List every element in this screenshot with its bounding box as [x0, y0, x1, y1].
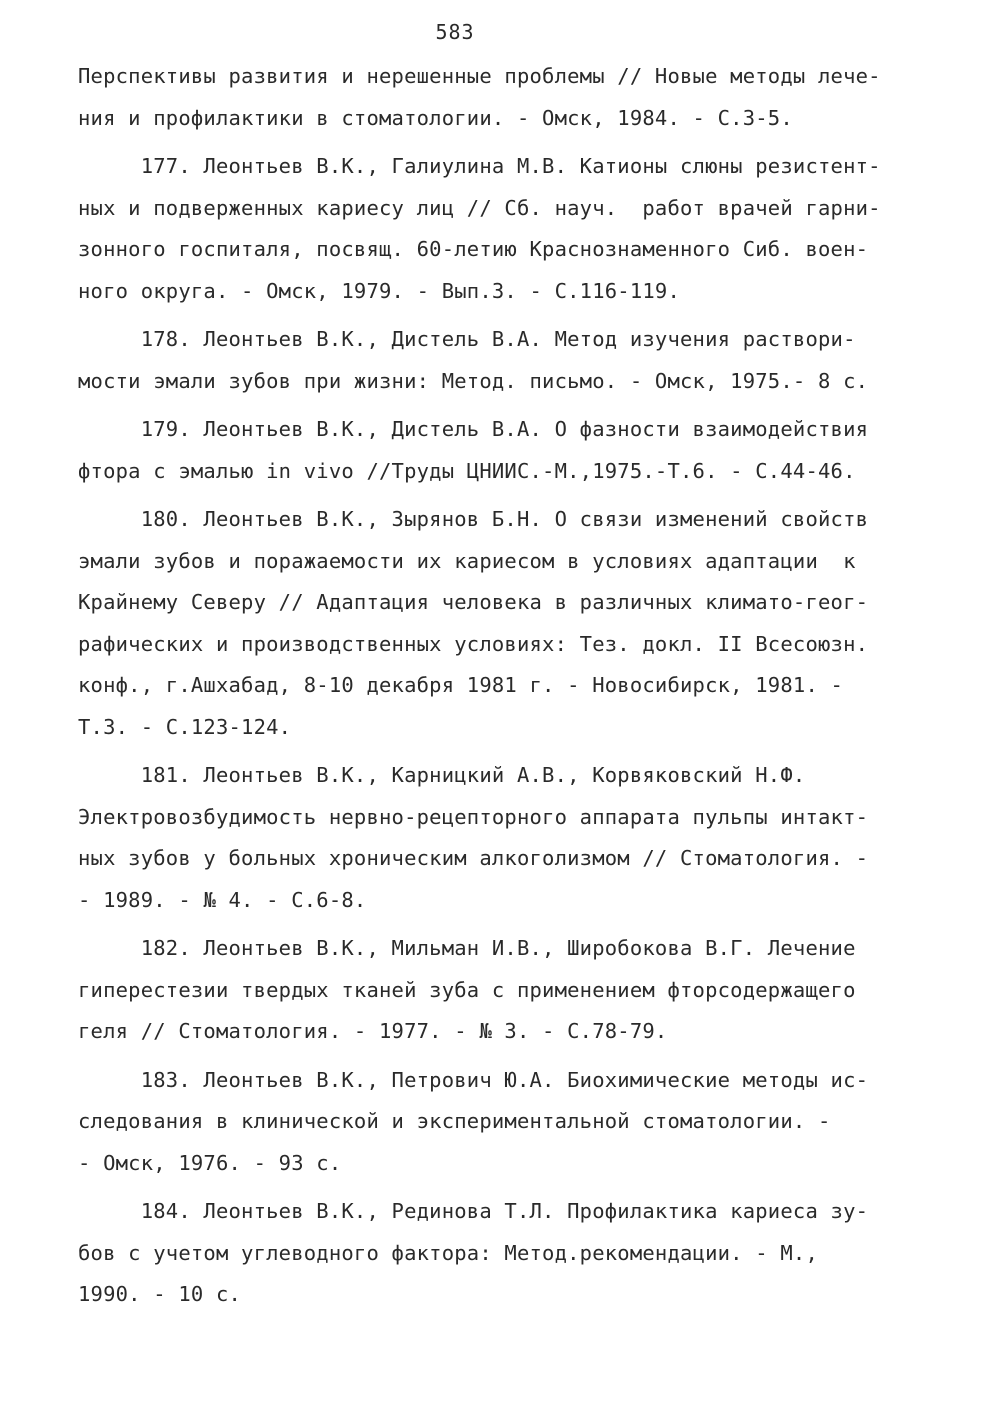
entry-line: - 1989. - № 4. - С.6-8. — [78, 887, 367, 912]
entry-line: 181. Леонтьев В.К., Карницкий А.В., Корвяковский Н.Ф. — [78, 763, 806, 787]
entry-line: 1990. - 10 с. — [78, 1282, 242, 1306]
bibliography-list — [78, 56, 908, 1316]
bibliography-entry-180 — [78, 499, 908, 748]
entry-line: ных и подверженных кариесу лиц // Сб. науч. работ врачей гарни- — [78, 195, 881, 220]
entry-line: 180. Леонтьев В.К., Зырянов Б.Н. О связи изменений свойств — [78, 507, 869, 531]
bibliography-entry-183 — [78, 1060, 908, 1185]
entry-line: ного округа. - Омск, 1979. - Вып.3. - С.116-119. — [78, 278, 681, 303]
entry-line: 183. Леонтьев В.К., Петрович Ю.А. Биохимические методы ис- — [78, 1067, 869, 1092]
entry-line: следования в клинической и экспериментальной стоматологии. - — [78, 1109, 831, 1133]
entry-line: Крайнему Северу // Адаптация человека в различных климато-геог- — [78, 590, 869, 614]
entry-line: 184. Леонтьев В.К., Рединова Т.Л. Профилактика кариеса зу- — [78, 1199, 869, 1223]
entry-line: бов с учетом углеводного фактора: Метод.рекомендации. - М., — [78, 1240, 818, 1265]
entry-line: 177. Леонтьев В.К., Галиулина М.В. Катионы слюны резистент- — [78, 154, 881, 178]
entry-line: рафических и производственных условиях: Тез. докл. II Всесоюзн. — [78, 631, 869, 656]
bibliography-entry-182 — [78, 928, 908, 1053]
entry-line: геля // Стоматология. - 1977. - № 3. - С.78-79. — [78, 1019, 668, 1043]
entry-line: Т.3. - С.123-124. — [78, 714, 292, 739]
entry-line: гиперестезии твердых тканей зуба с применением фторсодержащего — [78, 977, 856, 1002]
entry-line: фтора с эмалью in vivo //Труды ЦНИИС.-М.,1975.-Т.6. - С.44-46. — [78, 458, 856, 483]
entry-line: Перспективы развития и нерешенные проблемы // Новые методы лече- — [78, 64, 881, 88]
entry-line: 178. Леонтьев В.К., Дистель В.А. Метод изучения раствори- — [78, 327, 856, 351]
entry-line: эмали зубов и поражаемости их кариесом в условиях адаптации к — [78, 548, 856, 573]
entry-line: конф., г.Ашхабад, 8-10 декабря 1981 г. - Новосибирск, 1981. - — [78, 673, 844, 697]
entry-line: ных зубов у больных хроническим алкоголизмом // Стоматология. - — [78, 846, 869, 870]
bibliography-entry-continued — [78, 56, 908, 139]
bibliography-entry-181 — [78, 755, 908, 921]
entry-line: мости эмали зубов при жизни: Метод. письмо. - Омск, 1975.- 8 с. — [78, 368, 869, 393]
entry-line: ния и профилактики в стоматологии. - Омск, 1984. - С.3-5. — [78, 105, 793, 130]
entry-line: Электровозбудимость нервно-рецепторного аппарата пульпы интакт- — [78, 804, 869, 829]
entry-line: 179. Леонтьев В.К., Дистель В.А. О фазности взаимодействия — [78, 417, 869, 441]
bibliography-entry-177 — [78, 146, 908, 312]
entry-line: 182. Леонтьев В.К., Мильман И.В., Широбокова В.Г. Лечение — [78, 936, 856, 960]
bibliography-entry-184 — [78, 1191, 908, 1316]
bibliography-entry-179 — [78, 409, 908, 492]
bibliography-entry-178 — [78, 319, 908, 402]
page-number: 583 — [435, 20, 475, 44]
entry-line: зонного госпиталя, посвящ. 60-летию Краснознаменного Сиб. воен- — [78, 237, 869, 261]
entry-line: - Омск, 1976. - 93 с. — [78, 1150, 342, 1175]
